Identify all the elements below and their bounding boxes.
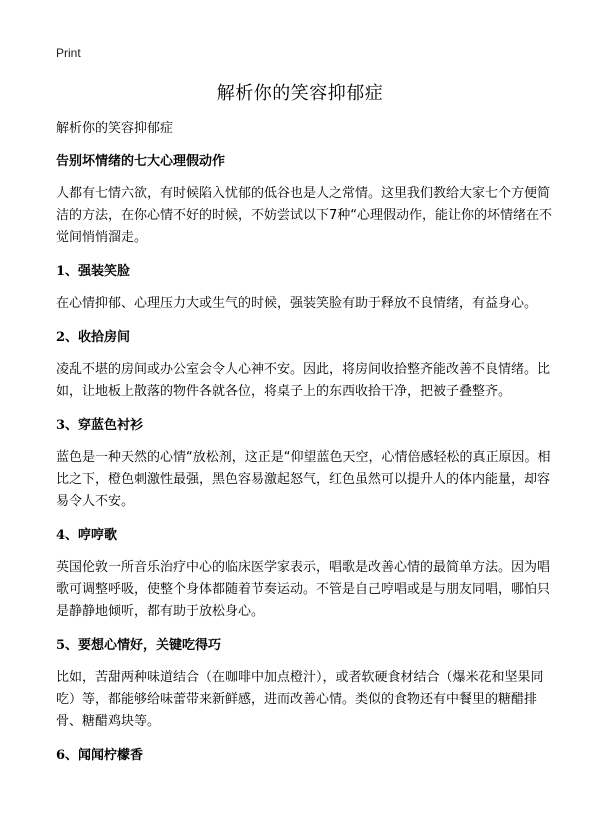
section-paragraph: 蓝色是一种天然的心情“放松剂，这正是“仰望蓝色天空，心情倍感轻松的真正原因。相比之下，橙色刺激性最强，黑色容易激起怒气，红色虽然可以提升人的体内能量，却容易令人不安。 — [56, 450, 551, 509]
section-heading: 1、强装笑脸 — [56, 264, 131, 279]
page-title: 解析你的笑容抑郁症 — [216, 83, 384, 104]
section-heading: 3、穿蓝色衬衫 — [56, 418, 144, 433]
section-4 — [56, 526, 552, 623]
section-heading: 4、哼哼歌 — [56, 528, 118, 543]
section-6 — [56, 746, 552, 766]
article-body — [56, 119, 552, 777]
section-3 — [56, 416, 552, 513]
section-2 — [56, 328, 552, 403]
article-subtitle: 解析你的笑容抑郁症 — [56, 121, 174, 136]
section-1 — [56, 262, 552, 315]
lead-heading: 告别坏情绪的七大心理假动作 — [56, 154, 226, 169]
intro-paragraph: 人都有七情六欲，有时候陷入忧郁的低谷也是人之常情。这里我们教给大家七个方便简洁的方法，在你心情不好的时候，不妨尝试以下7种“心理假动作，能让你的坏情绪在不觉间悄悄溜走。 — [56, 186, 553, 245]
section-paragraph: 凌乱不堪的房间或办公室会令人心神不安。因此，将房间收拾整齐能改善不良情绪。比如，让地板上散落的物件各就各位，将桌子上的东西收拾干净，把被子叠整齐。 — [56, 362, 551, 399]
section-heading: 6、闻闻柠檬香 — [56, 748, 144, 763]
section-paragraph: 英国伦敦一所音乐治疗中心的临床医学家表示，唱歌是改善心情的最简单方法。因为唱歌可调整呼吸，使整个身体都随着节奏运动。不管是自己哼唱或是与朋友同唱，哪怕只是静静地倾听，都有助于放松身心。 — [56, 560, 551, 619]
section-5 — [56, 636, 552, 733]
section-paragraph: 比如，苦甜两种味道结合（在咖啡中加点橙汁），或者软硬食材结合（爆米花和坚果同吃）等，都能够给味蕾带来新鲜感，进而改善心情。类似的食物还有中餐里的糖醋排骨、糖醋鸡块等。 — [56, 670, 544, 729]
section-paragraph: 在心情抑郁、心理压力大或生气的时候，强装笑脸有助于释放不良情绪，有益身心。 — [56, 296, 538, 311]
section-heading: 2、收拾房间 — [56, 330, 131, 345]
section-heading: 5、要想心情好，关键吃得巧 — [56, 638, 222, 653]
print-link[interactable]: Print — [56, 46, 81, 60]
